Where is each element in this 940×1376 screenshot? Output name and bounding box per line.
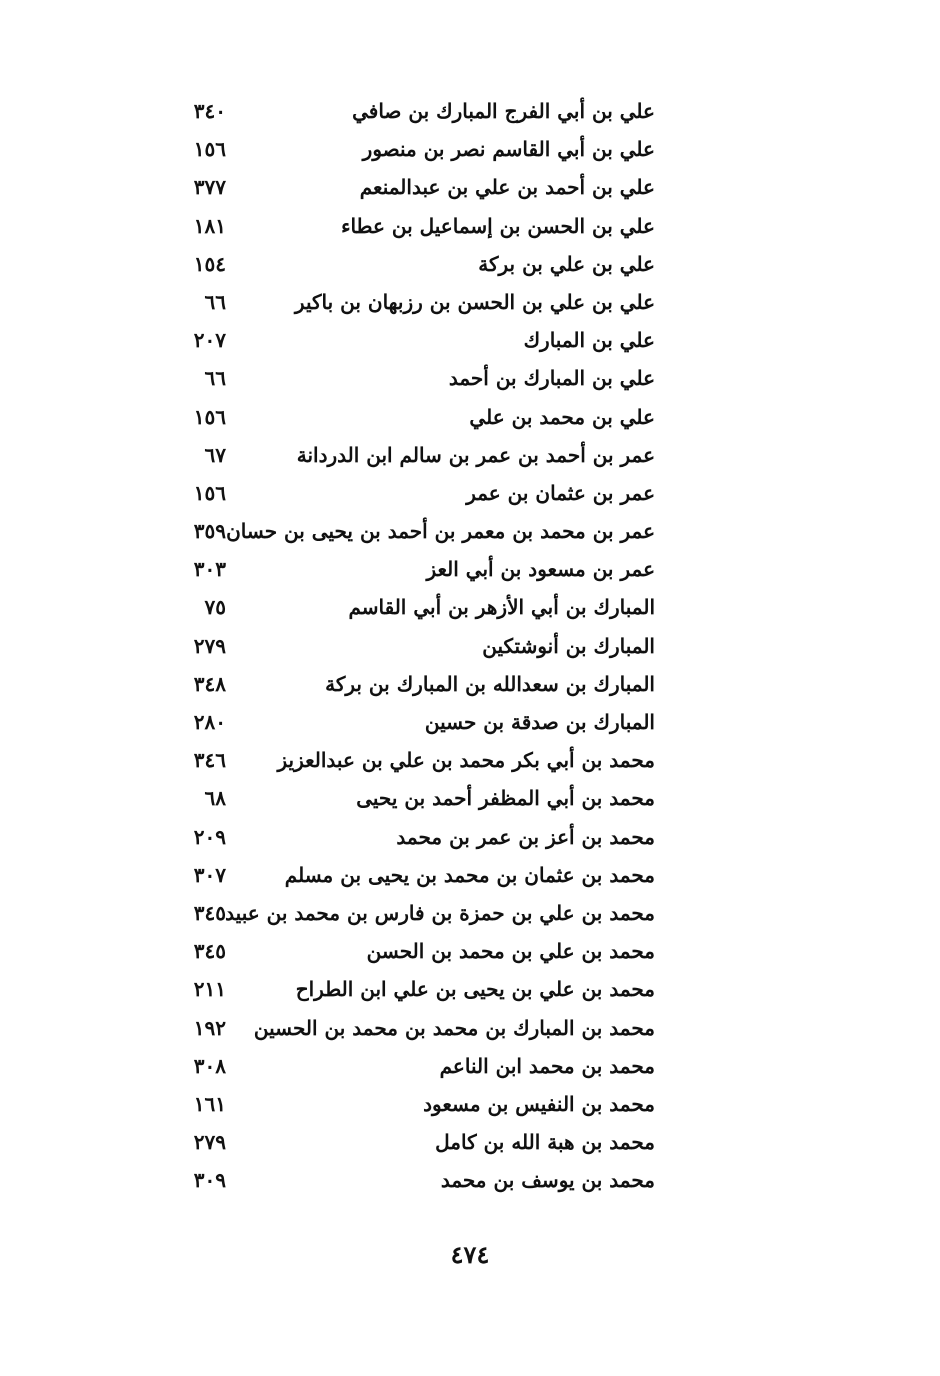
entry-page-number: ٣٠٧	[193, 862, 226, 887]
entry-page-number: ١٥٦	[193, 480, 226, 505]
entry-page-number: ٣٠٨	[193, 1053, 226, 1078]
entry-page-number: ١٥٤	[193, 251, 226, 276]
index-row	[150, 894, 655, 932]
entry-name: محمد بن علي بن محمد بن الحسن	[366, 939, 655, 964]
entry-name: محمد بن علي بن يحيى بن علي ابن الطراح	[295, 977, 655, 1002]
entry-page-number: ٦٨	[204, 786, 226, 811]
entry-name: محمد بن أبي بكر محمد بن علي بن عبدالعزيز	[277, 748, 655, 773]
entry-name: علي بن المبارك	[523, 328, 655, 353]
entry-name: المبارك بن أبي الأزهر بن أبي القاسم	[348, 595, 655, 620]
entry-page-number: ٢٧٩	[193, 633, 226, 658]
entry-page-number: ١٨١	[193, 213, 226, 238]
entry-name: محمد بن أعز بن عمر بن محمد	[396, 824, 655, 849]
entry-page-number: ٢١١	[193, 977, 226, 1002]
entry-page-number: ٢٠٩	[193, 824, 226, 849]
index-row	[150, 627, 655, 665]
entry-name: علي بن المبارك بن أحمد	[448, 366, 655, 391]
entry-page-number: ١٥٦	[193, 404, 226, 429]
index-list	[150, 92, 655, 1199]
entry-name: عمر بن مسعود بن أبي العز	[426, 557, 655, 582]
entry-name: محمد بن يوسف بن محمد	[440, 1168, 655, 1193]
entry-name: علي بن أبي الفرج المبارك بن صافي	[352, 99, 655, 123]
entry-name: محمد بن عثمان بن محمد بن يحيى بن مسلم	[284, 862, 655, 887]
index-row	[150, 474, 655, 512]
index-row	[150, 665, 655, 703]
entry-page-number: ٢٧٩	[193, 1130, 226, 1155]
entry-page-number: ٣٤٠	[193, 99, 226, 123]
entry-name: محمد بن المبارك بن محمد بن محمد بن الحسين	[253, 1015, 655, 1040]
index-row	[150, 818, 655, 856]
entry-name: محمد بن علي بن حمزة بن فارس بن محمد بن عبيد	[225, 900, 655, 925]
index-row	[150, 398, 655, 436]
index-row	[150, 1047, 655, 1085]
entry-name: علي بن علي بن الحسن بن رزبهان بن باكير	[294, 289, 655, 314]
entry-name: المبارك بن أنوشتكين	[482, 633, 655, 658]
index-row	[150, 1123, 655, 1161]
index-row	[150, 436, 655, 474]
entry-name: محمد بن هبة الله بن كامل	[435, 1130, 655, 1155]
entry-page-number: ٢٠٧	[193, 328, 226, 353]
index-row	[150, 741, 655, 779]
entry-name: علي بن الحسن بن إسماعيل بن عطاء	[341, 213, 655, 238]
entry-page-number: ٢٨٠	[193, 710, 226, 734]
entry-page-number: ١٦١	[193, 1091, 226, 1116]
entry-page-number: ٣٤٦	[193, 748, 226, 773]
entry-page-number: ٣٧٧	[193, 175, 226, 200]
index-row	[150, 856, 655, 894]
index-row	[150, 130, 655, 168]
index-row	[150, 245, 655, 283]
index-row	[150, 512, 655, 550]
index-row	[150, 359, 655, 397]
entry-name: محمد بن أبي المظفر أحمد بن يحيى	[356, 786, 655, 811]
index-row	[150, 1161, 655, 1199]
entry-name: محمد بن النفيس بن مسعود	[423, 1091, 655, 1116]
index-row	[150, 703, 655, 741]
entry-page-number: ٦٦	[204, 366, 226, 391]
entry-page-number: ٣٥٩	[193, 519, 226, 544]
entry-page-number: ٦٦	[204, 289, 226, 314]
entry-name: علي بن علي بن بركة	[478, 251, 655, 276]
entry-page-number: ٦٧	[204, 442, 226, 467]
entry-page-number: ٧٥	[204, 595, 226, 620]
index-row	[150, 283, 655, 321]
entry-name: المبارك بن سعدالله بن المبارك بن بركة	[325, 671, 655, 696]
index-row	[150, 932, 655, 970]
index-row	[150, 779, 655, 817]
entry-name: علي بن أبي القاسم نصر بن منصور	[362, 137, 655, 162]
index-row	[150, 550, 655, 588]
index-row	[150, 207, 655, 245]
entry-name: عمر بن محمد بن معمر بن أحمد بن يحيى بن حسان	[226, 519, 655, 544]
entry-page-number: ١٩٢	[193, 1015, 226, 1040]
entry-page-number: ٣٠٣	[193, 557, 226, 582]
entry-name: علي بن محمد بن علي	[469, 404, 655, 429]
entry-page-number: ٣٤٥	[193, 900, 226, 925]
index-row	[150, 92, 655, 130]
entry-name: المبارك بن صدقة بن حسين	[424, 710, 655, 734]
entry-page-number: ١٥٦	[193, 137, 226, 162]
index-row	[150, 168, 655, 206]
entry-name: محمد بن محمد ابن الناعم	[439, 1053, 655, 1078]
entry-page-number: ٣٠٩	[193, 1168, 226, 1193]
index-row	[150, 970, 655, 1008]
entry-page-number: ٣٤٨	[193, 671, 226, 696]
entry-page-number: ٣٤٥	[193, 939, 226, 964]
index-row	[150, 1009, 655, 1047]
index-row	[150, 588, 655, 626]
entry-name: عمر بن عثمان بن عمر	[466, 480, 655, 505]
entry-name: علي بن أحمد بن علي بن عبدالمنعم	[359, 175, 655, 200]
page-number: ٤٧٤	[450, 1240, 490, 1269]
entry-name: عمر بن أحمد بن عمر بن سالم ابن الدردانة	[296, 442, 655, 467]
index-row	[150, 1085, 655, 1123]
index-row	[150, 321, 655, 359]
